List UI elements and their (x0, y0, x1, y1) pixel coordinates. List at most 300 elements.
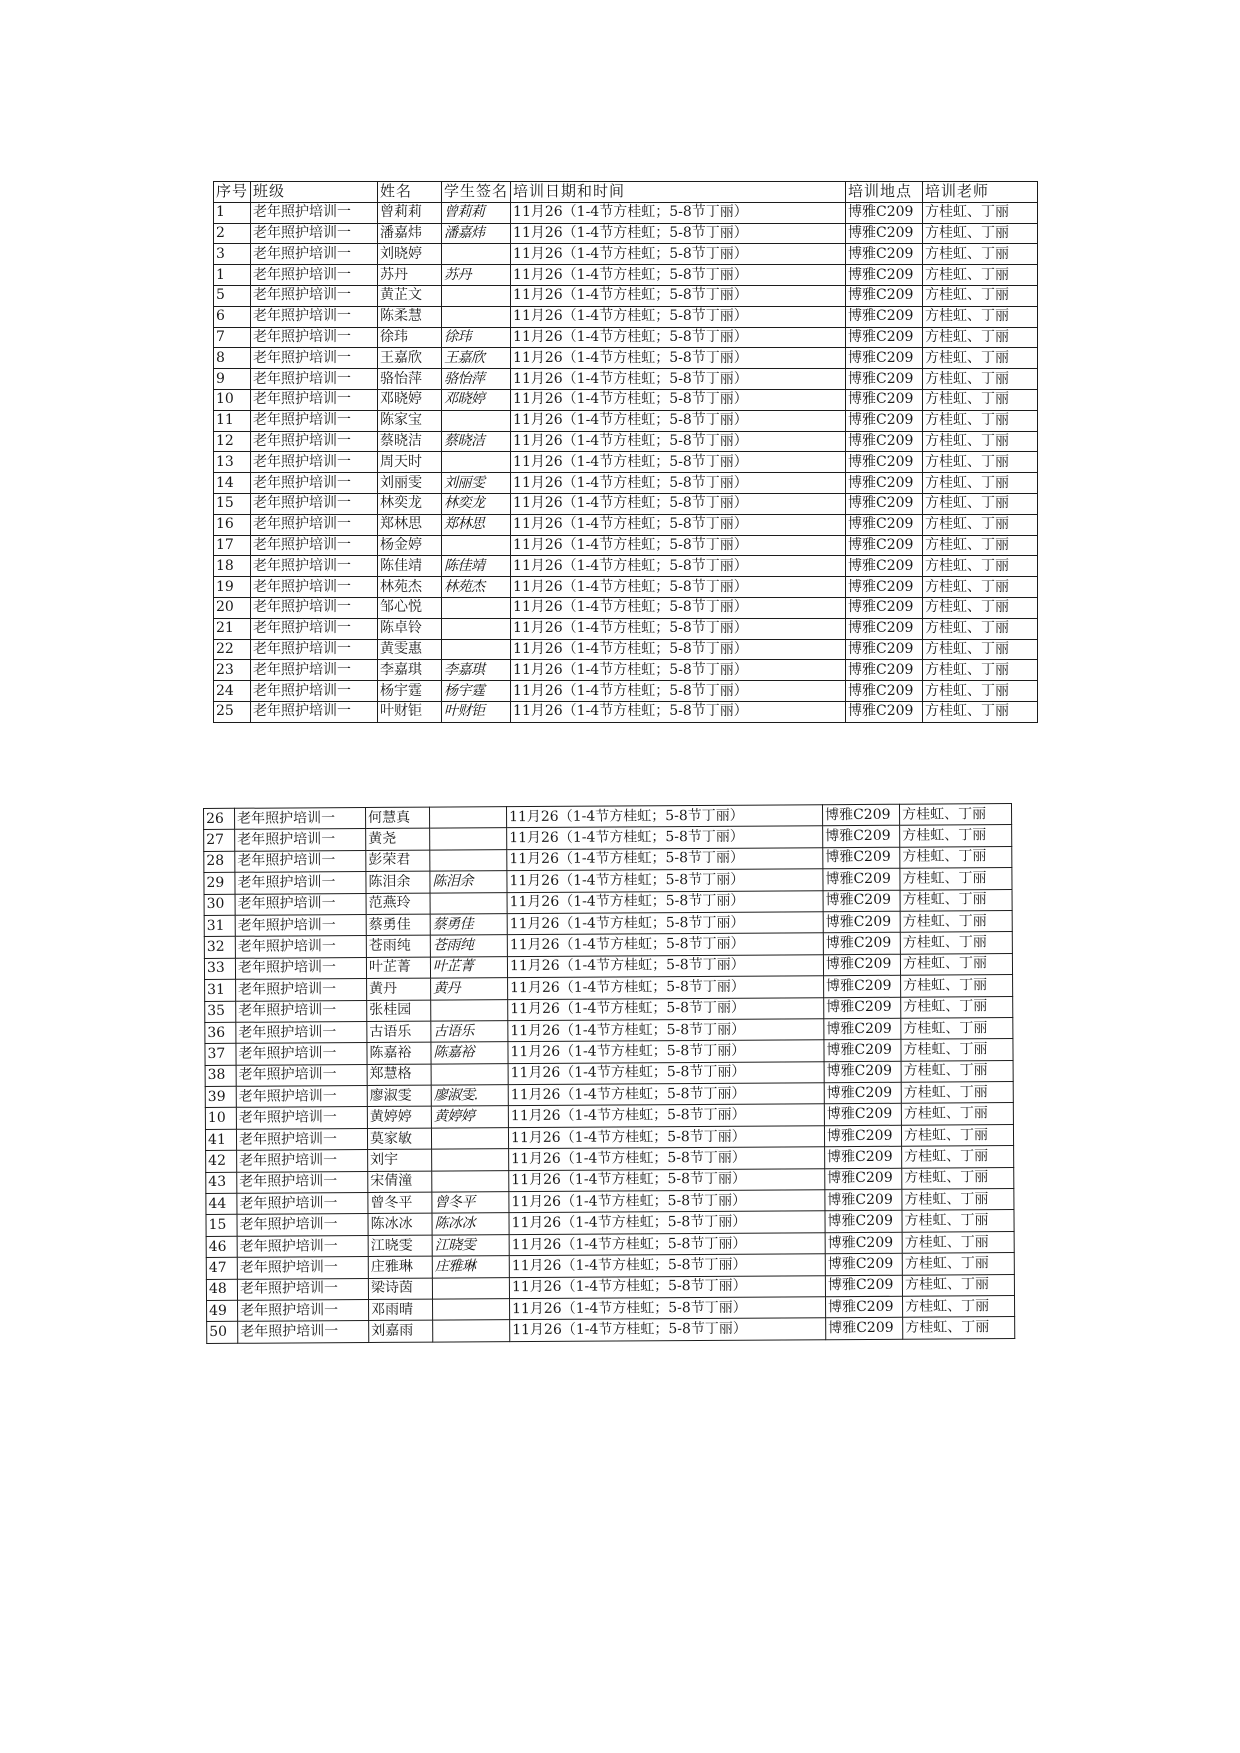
student-name: 邓晓婷 (378, 389, 442, 410)
student-name: 黄丹 (367, 978, 431, 1000)
training-teacher: 方桂虹、丁丽 (901, 1082, 1013, 1104)
row-number: 17 (214, 535, 251, 556)
row-number: 50 (207, 1322, 238, 1344)
table-row (214, 410, 1038, 431)
training-teacher: 方桂虹、丁丽 (923, 348, 1038, 369)
row-number: 10 (214, 389, 251, 410)
row-number: 28 (204, 851, 235, 873)
training-teacher: 方桂虹、丁丽 (923, 577, 1038, 598)
table-row (214, 431, 1038, 452)
row-number: 9 (214, 369, 251, 390)
training-place: 博雅C209 (825, 1168, 902, 1190)
table-row (214, 452, 1038, 473)
training-time: 11月26（1-4节方桂虹；5-8节丁丽） (511, 514, 846, 535)
training-time: 11月26（1-4节方桂虹；5-8节丁丽） (511, 223, 846, 244)
header-no: 序号 (214, 182, 251, 203)
class-name: 老年照护培训一 (237, 1278, 368, 1300)
training-teacher: 方桂虹、丁丽 (923, 493, 1038, 514)
training-place: 博雅C209 (846, 202, 923, 223)
class-name: 老年照护培训一 (237, 1257, 368, 1279)
attendance-sheet-1 (213, 181, 1038, 723)
student-signature: 蔡勇佳 (430, 914, 507, 936)
student-signature: 林奕龙 (442, 493, 511, 514)
student-name: 江晓雯 (368, 1235, 432, 1257)
table-row (214, 202, 1038, 223)
class-name: 老年照护培训一 (251, 306, 378, 327)
table-row (214, 681, 1038, 702)
training-place: 博雅C209 (846, 285, 923, 306)
class-name: 老年照护培训一 (237, 1214, 368, 1236)
class-name: 老年照护培训一 (251, 535, 378, 556)
class-name: 老年照护培训一 (237, 1235, 368, 1257)
student-name: 陈家宝 (378, 410, 442, 431)
row-number: 3 (214, 244, 251, 265)
row-number: 24 (214, 681, 251, 702)
training-time: 11月26（1-4节方桂虹；5-8节丁丽） (509, 1275, 825, 1298)
row-number: 41 (205, 1129, 236, 1151)
training-teacher: 方桂虹、丁丽 (902, 1296, 1014, 1318)
training-time: 11月26（1-4节方桂虹；5-8节丁丽） (511, 493, 846, 514)
training-time: 11月26（1-4节方桂虹；5-8节丁丽） (511, 701, 846, 722)
training-time: 11月26（1-4节方桂虹；5-8节丁丽） (511, 597, 846, 618)
row-number: 23 (214, 660, 251, 681)
student-signature: 李嘉琪 (442, 660, 511, 681)
student-name: 黄雯惠 (378, 639, 442, 660)
training-place: 博雅C209 (824, 1061, 901, 1083)
class-name: 老年照护培训一 (237, 1171, 368, 1193)
training-place: 博雅C209 (846, 410, 923, 431)
training-time: 11月26（1-4节方桂虹；5-8节丁丽） (508, 1083, 824, 1106)
row-number: 27 (204, 830, 235, 852)
training-place: 博雅C209 (824, 1082, 901, 1104)
training-teacher: 方桂虹、丁丽 (902, 1231, 1014, 1253)
training-place: 博雅C209 (846, 223, 923, 244)
training-time: 11月26（1-4节方桂虹；5-8节丁丽） (511, 452, 846, 473)
training-time: 11月26（1-4节方桂虹；5-8节丁丽） (507, 912, 823, 935)
training-place: 博雅C209 (824, 1104, 901, 1126)
training-place: 博雅C209 (824, 1018, 901, 1040)
class-name: 老年照护培训一 (235, 872, 366, 894)
student-signature: 陈冰冰 (432, 1213, 509, 1235)
training-teacher: 方桂虹、丁丽 (923, 639, 1038, 660)
class-name: 老年照护培训一 (251, 202, 378, 223)
training-time: 11月26（1-4节方桂虹；5-8节丁丽） (511, 473, 846, 494)
row-number: 2 (214, 223, 251, 244)
class-name: 老年照护培训一 (251, 681, 378, 702)
student-signature: 曾莉莉 (442, 202, 511, 223)
training-place: 博雅C209 (825, 1211, 902, 1233)
training-teacher: 方桂虹、丁丽 (902, 1167, 1014, 1189)
student-name: 郑林思 (378, 514, 442, 535)
training-teacher: 方桂虹、丁丽 (903, 1317, 1015, 1339)
training-time: 11月26（1-4节方桂虹；5-8节丁丽） (509, 1147, 825, 1170)
training-teacher: 方桂虹、丁丽 (901, 1103, 1013, 1125)
class-name: 老年照护培训一 (235, 914, 366, 936)
class-name: 老年照护培训一 (251, 348, 378, 369)
training-place: 博雅C209 (826, 1318, 903, 1340)
training-teacher: 方桂虹、丁丽 (901, 1017, 1013, 1039)
student-name: 何慧真 (366, 807, 430, 829)
training-place: 博雅C209 (846, 244, 923, 265)
student-name: 陈嘉裕 (367, 1042, 431, 1064)
training-teacher: 方桂虹、丁丽 (902, 1146, 1014, 1168)
training-place: 博雅C209 (846, 701, 923, 722)
training-place: 博雅C209 (823, 890, 900, 912)
student-name: 古语乐 (367, 1021, 431, 1043)
row-number: 1 (214, 265, 251, 286)
student-signature (430, 892, 507, 914)
training-teacher: 方桂虹、丁丽 (901, 996, 1013, 1018)
training-time: 11月26（1-4节方桂虹；5-8节丁丽） (508, 1040, 824, 1063)
row-number: 10 (205, 1108, 236, 1130)
class-name: 老年照护培训一 (236, 1128, 367, 1150)
row-number: 49 (207, 1300, 238, 1322)
training-teacher: 方桂虹、丁丽 (923, 306, 1038, 327)
row-number: 44 (206, 1193, 237, 1215)
row-number: 37 (205, 1044, 236, 1066)
row-number: 35 (205, 1001, 236, 1023)
row-number: 21 (214, 618, 251, 639)
student-name: 黄芷文 (378, 285, 442, 306)
student-name: 杨金婷 (378, 535, 442, 556)
student-signature: 叶财钜 (442, 701, 511, 722)
class-name: 老年照护培训一 (236, 1086, 367, 1108)
student-signature: 蔡晓洁 (442, 431, 511, 452)
row-number: 33 (204, 958, 235, 980)
student-signature: 廖淑雯. (431, 1085, 508, 1107)
student-name: 黄尧 (366, 829, 430, 851)
training-teacher: 方桂虹、丁丽 (900, 846, 1012, 868)
table-row (214, 369, 1038, 390)
row-number: 11 (214, 410, 251, 431)
student-signature: 曾冬平 (432, 1192, 509, 1214)
training-teacher: 方桂虹、丁丽 (900, 889, 1012, 911)
student-name: 周天时 (378, 452, 442, 473)
training-teacher: 方桂虹、丁丽 (923, 410, 1038, 431)
student-signature: 叶芷菁 (430, 956, 507, 978)
row-number: 31 (204, 915, 235, 937)
student-name: 苏丹 (378, 265, 442, 286)
class-name: 老年照护培训一 (235, 936, 366, 958)
training-place: 博雅C209 (846, 535, 923, 556)
training-time: 11月26（1-4节方桂虹；5-8节丁丽） (511, 660, 846, 681)
header-training-place: 培训地点 (846, 182, 923, 203)
training-teacher: 方桂虹、丁丽 (923, 389, 1038, 410)
training-place: 博雅C209 (825, 1189, 902, 1211)
row-number: 12 (214, 431, 251, 452)
student-signature: 黄丹 (431, 978, 508, 1000)
training-place: 博雅C209 (846, 389, 923, 410)
class-name: 老年照护培训一 (236, 979, 367, 1001)
table-row (214, 618, 1038, 639)
training-teacher: 方桂虹、丁丽 (923, 556, 1038, 577)
training-teacher: 方桂虹、丁丽 (923, 535, 1038, 556)
student-name: 曾冬平 (368, 1192, 432, 1214)
student-name: 潘嘉炜 (378, 223, 442, 244)
class-name: 老年照护培训一 (251, 514, 378, 535)
student-name: 蔡晓洁 (378, 431, 442, 452)
training-time: 11月26（1-4节方桂虹；5-8节丁丽） (511, 577, 846, 598)
student-name: 陈柔慧 (378, 306, 442, 327)
training-place: 博雅C209 (846, 660, 923, 681)
training-time: 11月26（1-4节方桂虹；5-8节丁丽） (511, 327, 846, 348)
training-teacher: 方桂虹、丁丽 (900, 953, 1012, 975)
student-signature: 杨宇霆 (442, 681, 511, 702)
class-name: 老年照护培训一 (251, 639, 378, 660)
training-place: 博雅C209 (823, 826, 900, 848)
table-row (214, 244, 1038, 265)
student-signature (431, 999, 508, 1021)
class-name: 老年照护培训一 (235, 957, 366, 979)
training-time: 11月26（1-4节方桂虹；5-8节丁丽） (511, 244, 846, 265)
class-name: 老年照护培训一 (236, 1064, 367, 1086)
student-name: 蔡勇佳 (366, 914, 430, 936)
student-name: 苍雨纯 (366, 935, 430, 957)
class-name: 老年照护培训一 (251, 265, 378, 286)
student-name: 陈佳靖 (378, 556, 442, 577)
row-number: 1 (214, 202, 251, 223)
training-place: 博雅C209 (824, 975, 901, 997)
row-number: 39 (205, 1086, 236, 1108)
training-place: 博雅C209 (846, 556, 923, 577)
student-signature: 陈佳靖 (442, 556, 511, 577)
table-row (214, 223, 1038, 244)
training-place: 博雅C209 (823, 933, 900, 955)
table-row (214, 285, 1038, 306)
student-signature: 苏丹 (442, 265, 511, 286)
sheet-2-body (204, 804, 1015, 1344)
class-name: 老年照护培训一 (235, 829, 366, 851)
training-time: 11月26（1-4节方桂虹；5-8节丁丽） (507, 826, 823, 849)
table-row (214, 348, 1038, 369)
training-teacher: 方桂虹、丁丽 (900, 825, 1012, 847)
student-signature (442, 597, 511, 618)
student-signature (431, 1127, 508, 1149)
student-signature: 邓晓婷 (442, 389, 511, 410)
student-signature (433, 1320, 510, 1342)
student-signature: 刘丽雯 (442, 473, 511, 494)
training-place: 博雅C209 (823, 847, 900, 869)
student-name: 叶财钜 (378, 701, 442, 722)
student-name: 郑慧格 (367, 1064, 431, 1086)
student-name: 林苑杰 (378, 577, 442, 598)
training-place: 博雅C209 (823, 954, 900, 976)
training-time: 11月26（1-4节方桂虹；5-8节丁丽） (511, 681, 846, 702)
class-name: 老年照护培训一 (251, 327, 378, 348)
student-signature (442, 306, 511, 327)
training-time: 11月26（1-4节方桂虹；5-8节丁丽） (511, 306, 846, 327)
student-signature: 潘嘉炜 (442, 223, 511, 244)
row-number: 18 (214, 556, 251, 577)
training-time: 11月26（1-4节方桂虹；5-8节丁丽） (510, 1297, 826, 1320)
student-name: 邹心悦 (378, 597, 442, 618)
row-number: 26 (204, 808, 235, 830)
training-time: 11月26（1-4节方桂虹；5-8节丁丽） (509, 1168, 825, 1191)
student-signature: 苍雨纯 (430, 935, 507, 957)
training-time: 11月26（1-4节方桂虹；5-8节丁丽） (509, 1233, 825, 1256)
training-teacher: 方桂虹、丁丽 (923, 618, 1038, 639)
training-teacher: 方桂虹、丁丽 (900, 932, 1012, 954)
class-name: 老年照护培训一 (251, 473, 378, 494)
training-place: 博雅C209 (825, 1296, 902, 1318)
student-name: 刘丽雯 (378, 473, 442, 494)
student-signature: 庄雅琳 (432, 1256, 509, 1278)
training-place: 博雅C209 (846, 473, 923, 494)
training-teacher: 方桂虹、丁丽 (923, 285, 1038, 306)
attendance-sheet-2 (203, 803, 1015, 1344)
training-teacher: 方桂虹、丁丽 (923, 681, 1038, 702)
student-name: 陈卓铃 (378, 618, 442, 639)
training-teacher: 方桂虹、丁丽 (923, 244, 1038, 265)
student-signature: 陈嘉裕 (431, 1042, 508, 1064)
student-name: 彭荣君 (366, 850, 430, 872)
training-time: 11月26（1-4节方桂虹；5-8节丁丽） (508, 1104, 824, 1127)
training-time: 11月26（1-4节方桂虹；5-8节丁丽） (507, 869, 823, 892)
training-teacher: 方桂虹、丁丽 (901, 1060, 1013, 1082)
training-place: 博雅C209 (846, 681, 923, 702)
student-signature: 王嘉欣 (442, 348, 511, 369)
training-teacher: 方桂虹、丁丽 (901, 975, 1013, 997)
training-teacher: 方桂虹、丁丽 (902, 1189, 1014, 1211)
training-place: 博雅C209 (846, 514, 923, 535)
training-time: 11月26（1-4节方桂虹；5-8节丁丽） (511, 369, 846, 390)
student-signature (432, 1277, 509, 1299)
training-time: 11月26（1-4节方桂虹；5-8节丁丽） (509, 1254, 825, 1277)
training-teacher: 方桂虹、丁丽 (902, 1253, 1014, 1275)
student-signature (442, 410, 511, 431)
training-time: 11月26（1-4节方桂虹；5-8节丁丽） (511, 431, 846, 452)
student-signature (442, 285, 511, 306)
student-name: 廖淑雯 (367, 1085, 431, 1107)
class-name: 老年照护培训一 (251, 556, 378, 577)
table-row (214, 660, 1038, 681)
table-row (214, 701, 1038, 722)
class-name: 老年照护培训一 (251, 701, 378, 722)
student-signature (431, 1063, 508, 1085)
training-teacher: 方桂虹、丁丽 (923, 701, 1038, 722)
sheet-1-body (214, 202, 1038, 722)
student-name: 徐玮 (378, 327, 442, 348)
training-teacher: 方桂虹、丁丽 (923, 265, 1038, 286)
training-time: 11月26（1-4节方桂虹；5-8节丁丽） (508, 1061, 824, 1084)
student-name: 林奕龙 (378, 493, 442, 514)
class-name: 老年照护培训一 (236, 1021, 367, 1043)
student-name: 黄婷婷 (367, 1107, 431, 1129)
table-row (214, 389, 1038, 410)
training-place: 博雅C209 (846, 306, 923, 327)
class-name: 老年照护培训一 (251, 493, 378, 514)
training-teacher: 方桂虹、丁丽 (902, 1274, 1014, 1296)
class-name: 老年照护培训一 (251, 577, 378, 598)
training-place: 博雅C209 (846, 327, 923, 348)
student-name: 梁诗茵 (368, 1278, 432, 1300)
row-number: 36 (205, 1022, 236, 1044)
student-name: 陈冰冰 (368, 1214, 432, 1236)
training-time: 11月26（1-4节方桂虹；5-8节丁丽） (511, 265, 846, 286)
row-number: 14 (214, 473, 251, 494)
training-place: 博雅C209 (846, 348, 923, 369)
training-place: 博雅C209 (825, 1232, 902, 1254)
training-time: 11月26（1-4节方桂虹；5-8节丁丽） (507, 933, 823, 956)
student-name: 刘晓婷 (378, 244, 442, 265)
student-name: 庄雅琳 (368, 1256, 432, 1278)
class-name: 老年照护培训一 (251, 431, 378, 452)
student-name: 刘宇 (368, 1149, 432, 1171)
row-number: 16 (214, 514, 251, 535)
student-signature: 骆怡萍 (442, 369, 511, 390)
header-signature: 学生签名 (442, 182, 511, 203)
class-name: 老年照护培训一 (251, 597, 378, 618)
row-number: 13 (214, 452, 251, 473)
training-teacher: 方桂虹、丁丽 (923, 369, 1038, 390)
training-teacher: 方桂虹、丁丽 (923, 660, 1038, 681)
row-number: 19 (214, 577, 251, 598)
class-name: 老年照护培训一 (251, 223, 378, 244)
class-name: 老年照护培训一 (251, 244, 378, 265)
student-name: 叶芷菁 (366, 957, 430, 979)
training-time: 11月26（1-4节方桂虹；5-8节丁丽） (511, 618, 846, 639)
class-name: 老年照护培训一 (235, 850, 366, 872)
student-name: 陈泪余 (366, 871, 430, 893)
row-number: 31 (205, 979, 236, 1001)
training-place: 博雅C209 (846, 597, 923, 618)
row-number: 30 (204, 894, 235, 916)
student-name: 杨宇霆 (378, 681, 442, 702)
row-number: 20 (214, 597, 251, 618)
class-name: 老年照护培训一 (236, 1000, 367, 1022)
row-number: 22 (214, 639, 251, 660)
training-teacher: 方桂虹、丁丽 (923, 327, 1038, 348)
training-place: 博雅C209 (846, 577, 923, 598)
student-signature: 黄婷婷 (431, 1106, 508, 1128)
student-signature (430, 828, 507, 850)
student-signature (442, 639, 511, 660)
table-row (214, 597, 1038, 618)
student-signature (429, 807, 506, 829)
student-name: 骆怡萍 (378, 369, 442, 390)
training-time: 11月26（1-4节方桂虹；5-8节丁丽） (509, 1190, 825, 1213)
student-signature (442, 244, 511, 265)
student-signature: 陈泪余 (430, 871, 507, 893)
row-number: 46 (206, 1236, 237, 1258)
training-time: 11月26（1-4节方桂虹；5-8节丁丽） (511, 348, 846, 369)
training-place: 博雅C209 (846, 618, 923, 639)
class-name: 老年照护培训一 (251, 660, 378, 681)
row-number: 47 (206, 1258, 237, 1280)
student-name: 范燕玲 (366, 893, 430, 915)
row-number: 38 (205, 1065, 236, 1087)
table-row (214, 265, 1038, 286)
student-signature: 江晓雯 (432, 1234, 509, 1256)
training-time: 11月26（1-4节方桂虹；5-8节丁丽） (508, 1019, 824, 1042)
row-number: 15 (206, 1215, 237, 1237)
training-teacher: 方桂虹、丁丽 (923, 514, 1038, 535)
table-row (214, 577, 1038, 598)
student-name: 王嘉欣 (378, 348, 442, 369)
class-name: 老年照护培训一 (251, 369, 378, 390)
training-place: 博雅C209 (846, 265, 923, 286)
student-name: 曾莉莉 (378, 202, 442, 223)
training-time: 11月26（1-4节方桂虹；5-8节丁丽） (511, 389, 846, 410)
table-row (214, 493, 1038, 514)
training-place: 博雅C209 (825, 1253, 902, 1275)
training-teacher: 方桂虹、丁丽 (900, 911, 1012, 933)
row-number: 43 (206, 1172, 237, 1194)
training-place: 博雅C209 (824, 997, 901, 1019)
training-teacher: 方桂虹、丁丽 (901, 1039, 1013, 1061)
class-name: 老年照护培训一 (236, 1043, 367, 1065)
training-teacher: 方桂虹、丁丽 (923, 597, 1038, 618)
